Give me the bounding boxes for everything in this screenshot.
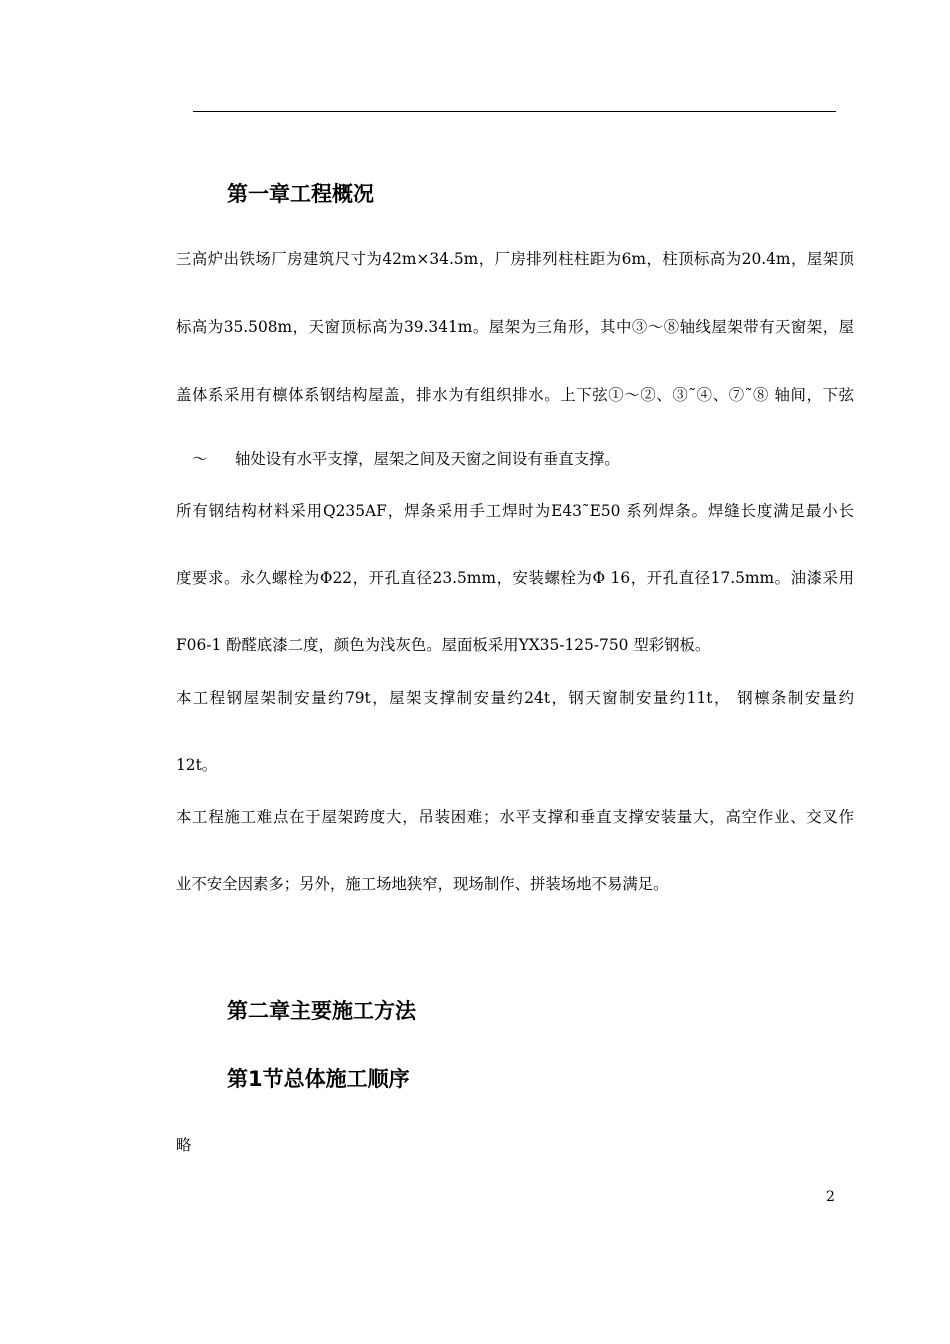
paragraph-line: 标高为35.508m，天窗顶标高为39.341m。屋架为三角形，其中③～⑧轴线屋架带有天窗架，屋 bbox=[176, 318, 854, 336]
paragraph-line-tilde: ～ bbox=[192, 450, 208, 468]
page-number: 2 bbox=[826, 1189, 835, 1205]
paragraph-line: 三高炉出铁场厂房建筑尺寸为42m×34.5m，厂房排列柱柱距为6m，柱顶标高为20.4m，屋架顶 bbox=[176, 250, 854, 268]
paragraph-line: 所有钢结构材料采用Q235AF，焊条采用手工焊时为E43˜E50 系列焊条。焊缝长度满足最小长 bbox=[176, 502, 854, 520]
section-1-heading: 第1节总体施工顺序 bbox=[227, 1067, 410, 1091]
paragraph-line: 盖体系采用有檩体系钢结构屋盖，排水为有组织排水。上下弦①～②、③˜④、⑦˜⑧ 轴间，下弦 bbox=[176, 386, 854, 404]
paragraph-line: 度要求。永久螺栓为Φ22，开孔直径23.5mm，安装螺栓为Φ 16，开孔直径17.5mm。油漆采用 bbox=[176, 569, 854, 587]
paragraph-line: 本工程钢屋架制安量约79t，屋架支撑制安量约24t，钢天窗制安量约11t， 钢檩条制安量约 bbox=[176, 689, 854, 707]
header-rule bbox=[193, 111, 836, 112]
section-1-body: 略 bbox=[176, 1136, 192, 1154]
paragraph-line: F06-1 酚醛底漆二度，颜色为浅灰色。屋面板采用YX35-125-750 型彩钢板。 bbox=[176, 636, 711, 654]
paragraph-line: 轴处设有水平支撑，屋架之间及天窗之间设有垂直支撑。 bbox=[235, 450, 620, 468]
paragraph-line: 本工程施工难点在于屋架跨度大，吊装困难；水平支撑和垂直支撑安装量大，高空作业、交叉作 bbox=[176, 808, 854, 826]
chapter-1-heading: 第一章工程概况 bbox=[227, 182, 374, 206]
paragraph-line: 业不安全因素多；另外，施工场地狭窄，现场制作、拼装场地不易满足。 bbox=[176, 875, 669, 893]
paragraph-line: 12t。 bbox=[176, 756, 218, 774]
chapter-2-heading: 第二章主要施工方法 bbox=[227, 999, 416, 1023]
